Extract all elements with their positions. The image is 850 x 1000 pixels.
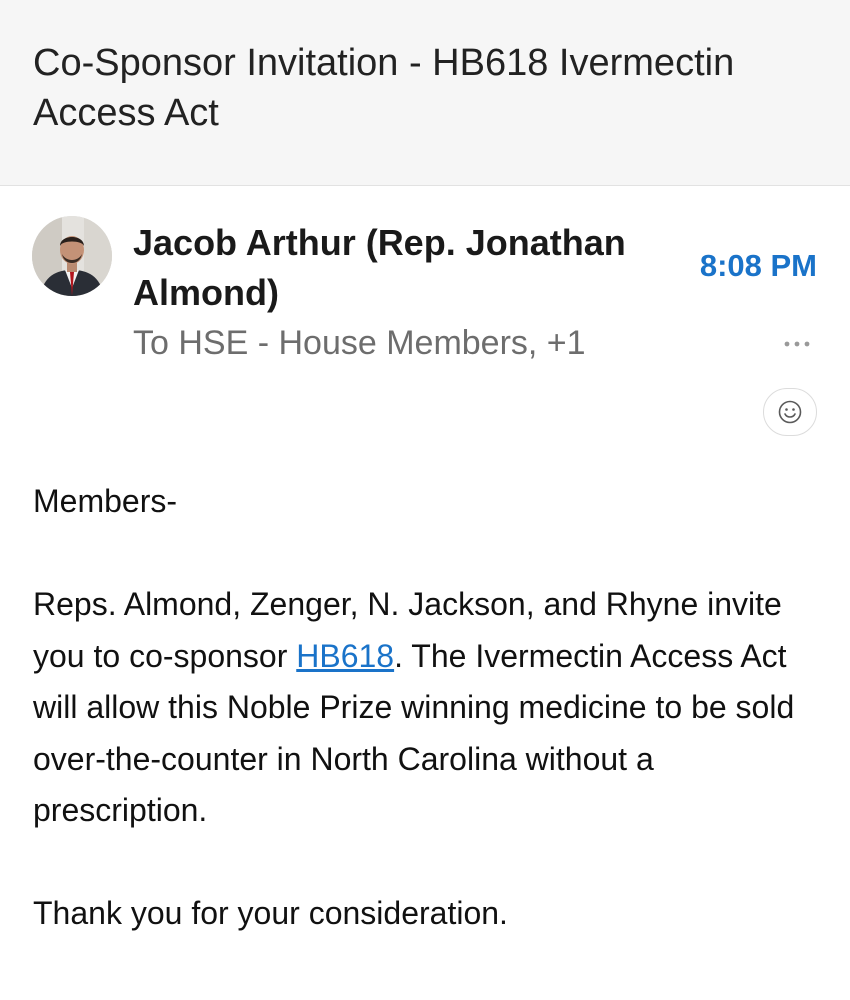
recipients-line[interactable]: To HSE - House Members, +1 <box>133 324 586 362</box>
closing-line: Thank you for your consideration. <box>33 895 508 931</box>
sent-time: 8:08 PM <box>699 248 817 283</box>
avatar-photo <box>32 216 112 296</box>
paragraph-text-end: . The Ivermectin Access Act will allow this Noble Prize winning medicine to be sold over-the-counter in North Carolina without a prescription. <box>33 637 795 828</box>
spacer <box>33 528 823 580</box>
email-subject: Co-Sponsor Invitation - HB618 Ivermectin Access Act <box>33 42 735 134</box>
sender-avatar[interactable] <box>32 216 112 296</box>
bill-link[interactable]: HB618 <box>296 637 395 674</box>
add-reaction-button[interactable] <box>763 388 817 436</box>
spacer <box>33 837 823 889</box>
ellipsis-icon[interactable] <box>780 330 814 356</box>
sender-name[interactable]: Jacob Arthur (Rep. Jonathan Almond) <box>133 222 626 313</box>
paragraph-text-start: Reps. Almond, Zenger, N. Jackson, and Rhyne invite you to co-sponsor <box>33 586 782 674</box>
email-body <box>33 476 823 940</box>
greeting: Members- <box>33 483 178 519</box>
body-paragraph <box>33 579 823 837</box>
smiley-icon <box>777 399 803 425</box>
subject-bar <box>0 0 850 186</box>
